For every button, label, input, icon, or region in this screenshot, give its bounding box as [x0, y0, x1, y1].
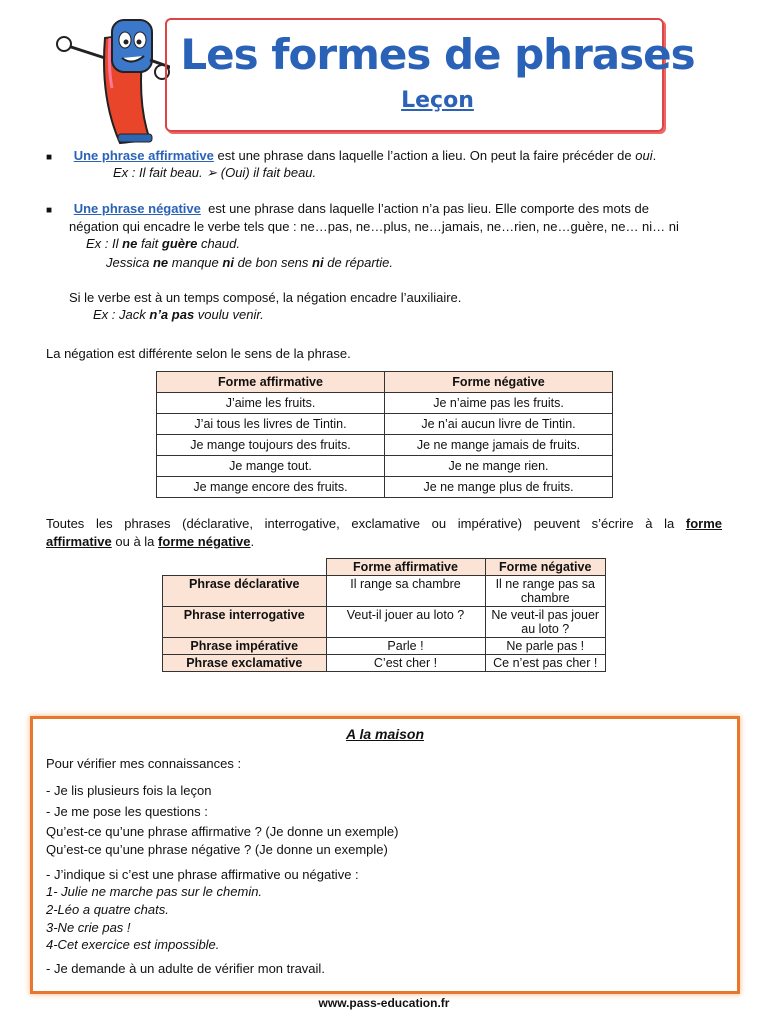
table-header: Forme négative	[485, 559, 606, 576]
table-row: Phrase interrogative Veut-il jouer au loto ? Ne veut-il pas jouer au loto ?	[163, 607, 606, 638]
exercise-item: 1- Julie ne marche pas sur le chemin.	[46, 884, 263, 899]
table-header: Forme négative	[385, 372, 613, 393]
compound-note: Si le verbe est à un temps composé, la négation encadre l’auxiliaire.	[69, 290, 462, 305]
homework-step: - Je demande à un adulte de vérifier mon travail.	[46, 961, 325, 976]
page-subtitle: Leçon	[401, 88, 474, 113]
homework-question: Qu’est-ce qu’une phrase négative ? (Je donne un exemple)	[46, 842, 388, 857]
table-header: Forme affirmative	[157, 372, 385, 393]
bullet-icon: ■	[46, 152, 53, 163]
footer-url[interactable]: www.pass-education.fr	[318, 996, 450, 1010]
homework-step: - J’indique si c’est une phrase affirmative ou négative :	[46, 867, 359, 882]
negative-term[interactable]: Une phrase négative	[73, 201, 201, 216]
negative-definition-line2: négation qui encadre le verbe tels que : ne…pas, ne…plus, ne…jamais, ne…rien, ne…guère, ne… ni… ni	[69, 219, 679, 234]
all-sentences-line1: Toutes les phrases (déclarative, interrogative, exclamative ou impérative) peuvent s’écrire à la forme	[46, 516, 722, 531]
table-row: Phrase impérative Parle ! Ne parle pas !	[163, 638, 606, 655]
exercise-item: 4-Cet exercice est impossible.	[46, 937, 220, 952]
affirmative-term[interactable]: Une phrase affirmative	[73, 148, 214, 163]
negative-definition: ■ Une phrase négative est une phrase dans laquelle l’action n’a pas lieu. Elle comporte des mots de	[46, 201, 649, 216]
page-title: Les formes de phrases	[180, 30, 695, 79]
all-sentences-line2: affirmative ou à la forme négative.	[46, 534, 255, 549]
forms-table	[156, 371, 613, 498]
negative-example-2: Jessica ne manque ni de bon sens ni de répartie.	[106, 255, 393, 270]
homework-title: A la maison	[345, 726, 425, 742]
homework-step: - Je lis plusieurs fois la leçon	[46, 783, 212, 798]
affirmative-example: Ex : Il fait beau. ➢ (Oui) il fait beau.	[113, 165, 317, 180]
exercise-item: 2-Léo a quatre chats.	[46, 902, 169, 917]
table-header: Forme affirmative	[326, 559, 485, 576]
table-row: J’aime les fruits. Je n’aime pas les fruits.	[157, 393, 613, 414]
homework-intro: Pour vérifier mes connaissances :	[46, 756, 242, 771]
homework-step: - Je me pose les questions :	[46, 804, 208, 819]
sense-note: La négation est différente selon le sens de la phrase.	[46, 346, 351, 361]
negative-example-3: Ex : Jack n’a pas voulu venir.	[93, 307, 264, 322]
table-row: Je mange tout. Je ne mange rien.	[157, 456, 613, 477]
sentence-types-table	[162, 558, 606, 672]
mascot	[50, 8, 170, 148]
affirmative-definition: ■ Une phrase affirmative est une phrase dans laquelle l’action a lieu. On peut la faire précéder de oui.	[46, 148, 657, 163]
negative-example-1: Ex : Il ne fait guère chaud.	[86, 236, 240, 251]
table-row: Je mange encore des fruits. Je ne mange plus de fruits.	[157, 477, 613, 498]
exercise-item: 3-Ne crie pas !	[46, 920, 131, 935]
table-row: J’ai tous les livres de Tintin. Je n’ai aucun livre de Tintin.	[157, 414, 613, 435]
table-row: Phrase exclamative C’est cher ! Ce n’est pas cher !	[163, 655, 606, 672]
homework-question: Qu’est-ce qu’une phrase affirmative ? (Je donne un exemple)	[46, 824, 399, 839]
arrow-icon: ➢	[206, 165, 218, 180]
table-row: Je mange toujours des fruits. Je ne mange jamais de fruits.	[157, 435, 613, 456]
bullet-icon: ■	[46, 205, 53, 216]
table-row: Phrase déclarative Il range sa chambre Il ne range pas sa chambre	[163, 576, 606, 607]
